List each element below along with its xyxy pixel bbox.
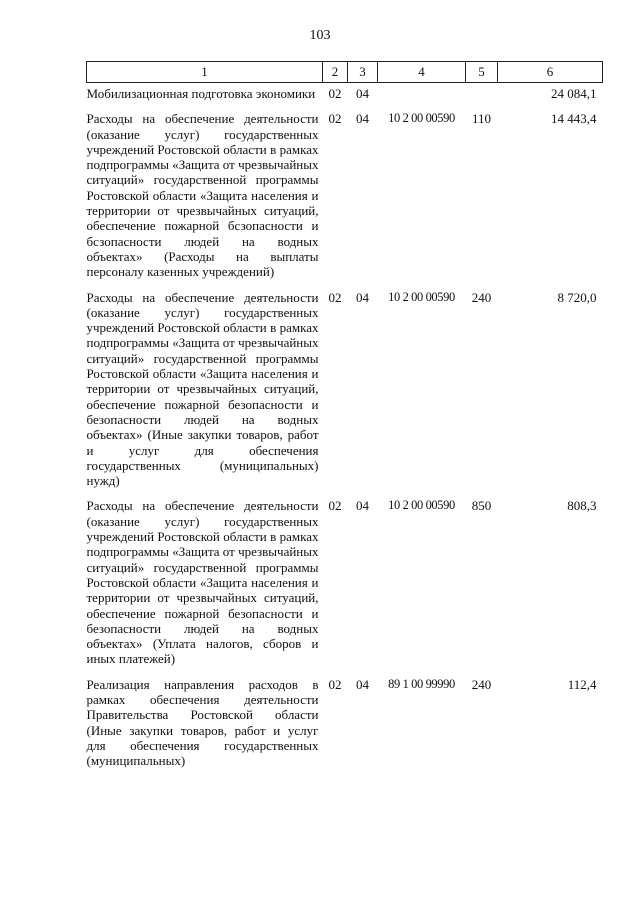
row-expense-type: 850 [471,498,492,514]
row-name: Расходы на обеспечение деятельности (оказание услуг) государственных учреждений Ростовской области в рамках подпрограммы «Защита от чрезвычайных ситуаций» государственной программы Ростовской области «Защита населения и территории от чрезвычайных ситуаций, обеспечение пожарной безопасности и безопасности людей на водных объектах» (Уплата налогов, сборов и иных платежей) [86,498,319,667]
row-subsection: 04 [356,86,369,101]
header-col-6: 6 [498,62,603,83]
row-section: 02 [328,289,342,305]
row-subsection: 04 [356,289,369,305]
row-target: 10 2 00 00590 [388,498,455,513]
table-row [87,290,603,499]
table-row [87,677,603,779]
row-subsection: 04 [356,498,369,514]
row-amount: 8 720,0 [557,289,597,305]
row-name: Расходы на обеспечение деятельности (оказание услуг) государственных учреждений Ростовской области в рамках подпрограммы «Защита от чрезвычайных ситуаций» государственной программы Ростовской области «Защита населения и территории от чрезвычайных ситуаций, обеспечение пожарной бсзопасности и бсзопасности людей на водных объектах» (Расходы на выплаты персоналу казенных учреждений) [86,111,319,280]
row-name: Реализация направления расходов в рамках обеспечения деятельности Правительства Ростовской области (Иные закупки товаров, работ и услуг для обеспечения государственных (муниципальных) [86,676,319,769]
header-col-3: 3 [348,62,378,83]
header-col-2: 2 [323,62,348,83]
row-expense-type: 240 [471,289,492,305]
row-expense-type: 110 [471,111,492,127]
row-amount: 24 084,1 [551,86,597,101]
row-target [378,83,466,112]
header-col-5: 5 [466,62,498,83]
row-expense-type [466,83,498,112]
row-section: 02 [328,86,342,101]
row-expense-type: 240 [471,676,492,692]
header-col-1: 1 [87,62,323,83]
row-section: 02 [328,111,342,127]
row-section: 02 [328,676,342,692]
row-amount: 112,4 [567,676,597,692]
row-subsection: 04 [356,676,369,692]
table-row [87,498,603,676]
row-amount: 808,3 [567,498,597,514]
table-row [87,83,603,112]
row-name: Мобилизационная подготовка экономики [86,86,316,101]
table-row [87,111,603,289]
row-section: 02 [328,498,342,514]
row-name: Расходы на обеспечение деятельности (оказание услуг) государственных учреждений Ростовской области в рамках подпрограммы «Защита от чрезвычайных ситуаций» государственной программы Ростовской области «Защита населения и территории от чрезвычайных ситуаций, обеспечение пожарной безопасности и безопасности людей на водных объектах» (Иные закупки товаров, работ и услуг для обеспечения государственных (муниципальных) нужд) [86,289,319,489]
row-target: 10 2 00 00590 [388,111,455,126]
page-number: 103 [309,28,331,43]
table-header-row [87,62,603,83]
header-col-4: 4 [378,62,466,83]
row-target: 10 2 00 00590 [388,289,455,304]
row-target: 89 1 00 99990 [388,676,455,691]
row-subsection: 04 [356,111,369,127]
row-amount: 14 443,4 [551,111,597,127]
budget-table [86,61,603,778]
